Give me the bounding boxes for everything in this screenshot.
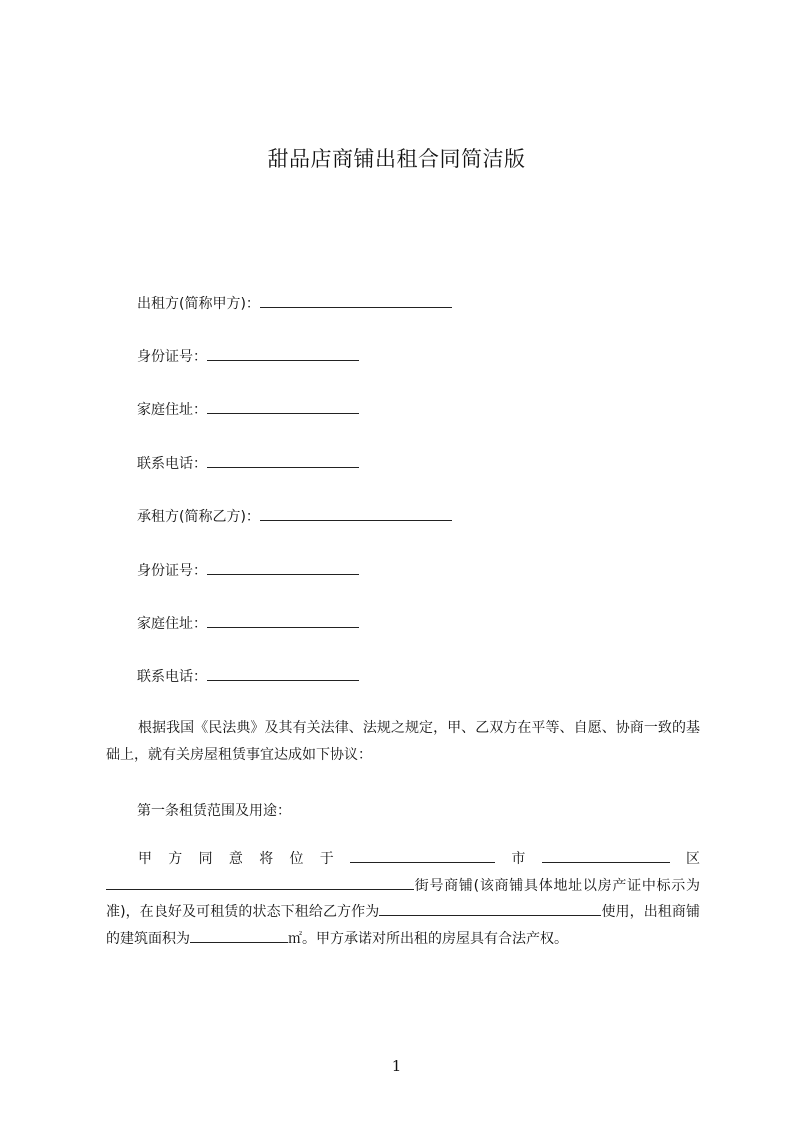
article1-text-5: 使用，出租商铺的建筑面积为: [106, 904, 700, 947]
article1-blank-usage: [379, 901, 601, 916]
article1-paragraph: [106, 846, 700, 952]
lessee-id-label: 身份证号：: [137, 563, 207, 579]
lessee-name-field: [137, 506, 452, 526]
lessor-id-label: 身份证号：: [137, 349, 207, 365]
article1-text-4: 街号商铺(该商铺具体地址以房产证中标示为准)，在良好及可租赁的状态下租给乙方作为: [106, 877, 700, 920]
lessor-address-blank: [207, 399, 359, 414]
lessee-phone-field: [137, 666, 359, 686]
article1-text-2: 市: [495, 851, 542, 867]
lessor-name-blank: [260, 293, 452, 308]
article1-text-1: 甲方同意将位于: [138, 851, 351, 867]
lessee-name-label: 承租方(简称乙方)：: [137, 509, 260, 525]
lessor-phone-blank: [207, 453, 359, 468]
lessee-id-blank: [207, 560, 359, 575]
article1-heading: 第一条租赁范围及用途：: [137, 803, 291, 819]
lessor-name-label: 出租方(简称甲方)：: [137, 296, 260, 312]
lessor-phone-label: 联系电话：: [137, 456, 207, 472]
lessor-address-label: 家庭住址：: [137, 402, 207, 418]
lessor-phone-field: [137, 453, 359, 473]
article1-blank-city: [542, 848, 670, 863]
article1-text-6: ㎡。甲方承诺对所出租的房屋具有合法产权。: [288, 930, 568, 947]
lessor-id-blank: [207, 346, 359, 361]
page-number: 1: [391, 1057, 402, 1075]
lessor-address-field: [137, 399, 359, 419]
lessor-id-field: [137, 346, 359, 366]
article1-blank-area: [190, 928, 288, 943]
lessee-address-blank: [207, 613, 359, 628]
document-title: 甜品店商铺出租合同简洁版: [267, 147, 526, 171]
lessee-phone-blank: [207, 666, 359, 681]
intro-text: 根据我国《民法典》及其有关法律、法规之规定，甲、乙双方在平等、自愿、协商一致的基础上，就有关房屋租赁事宜达成如下协议：: [106, 720, 700, 763]
article1-text: [106, 846, 700, 952]
lessee-id-field: [137, 560, 359, 580]
article1-text-3: 区: [669, 851, 701, 867]
article1-blank-location: [350, 848, 495, 863]
lessee-name-blank: [260, 506, 452, 521]
article1-blank-street: [336, 875, 414, 890]
intro-paragraph: [106, 715, 700, 768]
lessor-name-field: [137, 293, 452, 313]
lessee-address-field: [137, 613, 359, 633]
article1-blank-district: [106, 875, 336, 890]
lessee-address-label: 家庭住址：: [137, 616, 207, 632]
lessee-phone-label: 联系电话：: [137, 669, 207, 685]
